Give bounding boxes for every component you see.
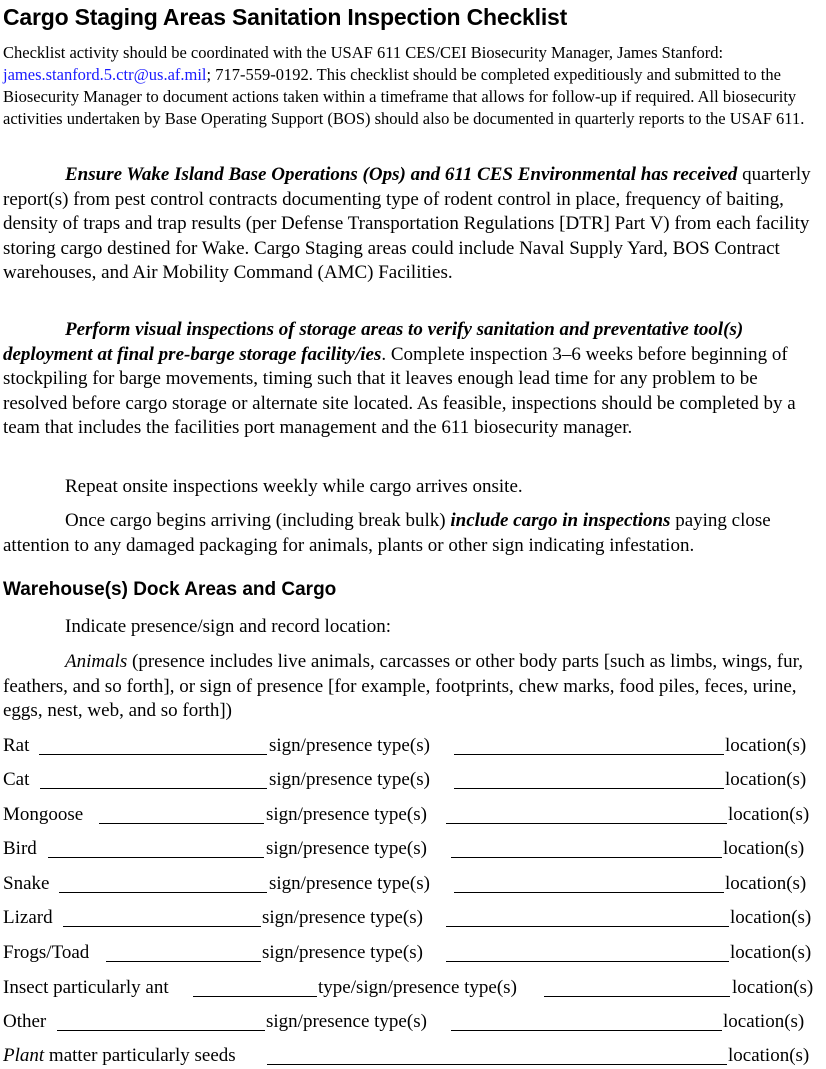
sign-label: sign/presence type(s) [266,838,427,859]
sign-label: sign/presence type(s) [262,907,423,928]
location-label: location(s) [725,769,807,790]
row-label: Snake [3,873,50,894]
sign-label: sign/presence type(s) [266,1011,427,1032]
cargo-arrival-emphasis: include cargo in inspections [450,510,671,531]
sign-type-field[interactable] [451,1030,722,1031]
page-title: Cargo Staging Areas Sanitation Inspection Checklist [3,4,568,30]
species-count-field[interactable] [40,788,267,789]
sign-type-field[interactable] [454,788,724,789]
checklist-row-snake [3,871,825,897]
pest-report-emphasis: Ensure Wake Island Base Operations (Ops) and 611 CES Environmental has received [65,164,738,185]
species-count-field[interactable] [63,926,261,927]
sign-label: sign/presence type(s) [262,942,423,963]
row-label: Insect particularly ant [3,977,169,998]
plant-location-field[interactable] [267,1064,727,1065]
indicate-instruction: Indicate presence/sign and record location: [65,616,392,637]
animals-emphasis: Animals [65,651,128,672]
species-count-field[interactable] [57,1030,265,1031]
checklist-row-frogs-toad [3,940,825,966]
row-label: Bird [3,838,37,859]
visual-inspection-text: . Complete inspection 3–6 weeks before beginning of stockpiling for barge movements, timing such that it leaves enough lead time for any problem to be resolved before cargo storage or alternate site located. As feasible, inspections should be completed by a team that includes the facilities port management and the 611 biosecurity manager. [3,343,796,438]
checklist-row-plant [3,1043,825,1069]
species-count-field[interactable] [39,754,267,755]
visual-inspection-paragraph [3,318,821,441]
sign-label: sign/presence type(s) [269,873,430,894]
biosecurity-email-link[interactable]: james.stanford.5.ctr@us.af.mil [3,65,207,84]
intro-text: Checklist activity should be coordinated with the USAF 611 CES/CEI Biosecurity Manager, James Stanford: [3,43,724,62]
sign-label: sign/presence type(s) [266,804,427,825]
sign-type-field[interactable] [446,926,729,927]
cargo-arrival-text-continued: paying close attention to any damaged packaging for animals, plants or other sign indicating infestation. [3,510,771,556]
animals-paragraph [3,650,821,724]
plant-label-text: matter particularly seeds [44,1045,236,1066]
species-count-field[interactable] [59,892,267,893]
checklist-row-rat [3,733,825,759]
cargo-arrival-text: Once cargo begins arriving (including break bulk) [65,510,451,531]
sign-type-field[interactable] [446,961,729,962]
animals-text: (presence includes live animals, carcasses or other body parts [such as limbs, wings, fur, feathers, and so forth], or sign of presence [for example, footprints, chew marks, food piles, feces, urine, eggs, nest, web, and so forth]) [3,651,803,721]
row-label: Lizard [3,907,53,928]
repeat-inspection-paragraph: Repeat onsite inspections weekly while cargo arrives onsite. [65,476,523,497]
sign-type-field[interactable] [544,996,730,997]
intro-text-continued: ; 717-559-0192. This checklist should be completed expeditiously and submitted to the Biosecurity Manager to document actions taken within a timeframe that allows for follow-up if required. All biosecurity activities undertaken by Base Operating Support (BOS) should also be documented in quarterly reports to the USAF 611. [3,65,805,128]
checklist-row-other [3,1009,825,1035]
row-label: Rat [3,735,30,756]
location-label: location(s) [728,1045,810,1066]
location-label: location(s) [730,907,812,928]
sign-label: sign/presence type(s) [269,769,430,790]
row-label [3,1043,236,1069]
location-label: location(s) [725,873,807,894]
checklist-row-insect [3,975,825,1001]
section-heading: Warehouse(s) Dock Areas and Cargo [3,579,337,600]
checklist-row-bird [3,836,825,862]
checklist-row-mongoose [3,802,825,828]
pest-report-paragraph [3,163,821,286]
row-label: Mongoose [3,804,84,825]
row-label: Frogs/Toad [3,942,90,963]
sign-type-field[interactable] [446,823,727,824]
location-label: location(s) [730,942,812,963]
sign-type-field[interactable] [454,892,724,893]
cargo-arrival-paragraph [3,509,821,558]
species-count-field[interactable] [48,857,264,858]
species-count-field[interactable] [99,823,264,824]
location-label: location(s) [723,1011,805,1032]
location-label: location(s) [725,735,807,756]
visual-inspection-emphasis: Perform visual inspections of storage areas to verify sanitation and preventative tool(s) deployment at final pre-barge storage facility/ies [3,319,744,365]
species-count-field[interactable] [106,961,261,962]
location-label: location(s) [728,804,810,825]
location-label: location(s) [732,977,814,998]
plant-emphasis: Plant [3,1045,45,1066]
location-label: location(s) [723,838,805,859]
sign-type-field[interactable] [454,754,724,755]
sign-label: sign/presence type(s) [269,735,430,756]
intro-paragraph [3,42,821,130]
checklist-row-cat [3,767,825,793]
pest-report-text: quarterly report(s) from pest control contracts documenting type of rodent control in place, frequency of baiting, density of traps and trap results (per Defense Transportation Regulations [DTR] Part V) from each facility storing cargo destined for Wake. Cargo Staging areas could include Naval Supply Yard, BOS Contract warehouses, and Air Mobility Command (AMC) Facilities. [3,164,811,283]
row-label: Other [3,1011,47,1032]
sign-label: type/sign/presence type(s) [318,977,517,998]
sign-type-field[interactable] [451,857,722,858]
checklist-row-lizard [3,905,825,931]
species-count-field[interactable] [193,996,317,997]
row-label: Cat [3,769,30,790]
